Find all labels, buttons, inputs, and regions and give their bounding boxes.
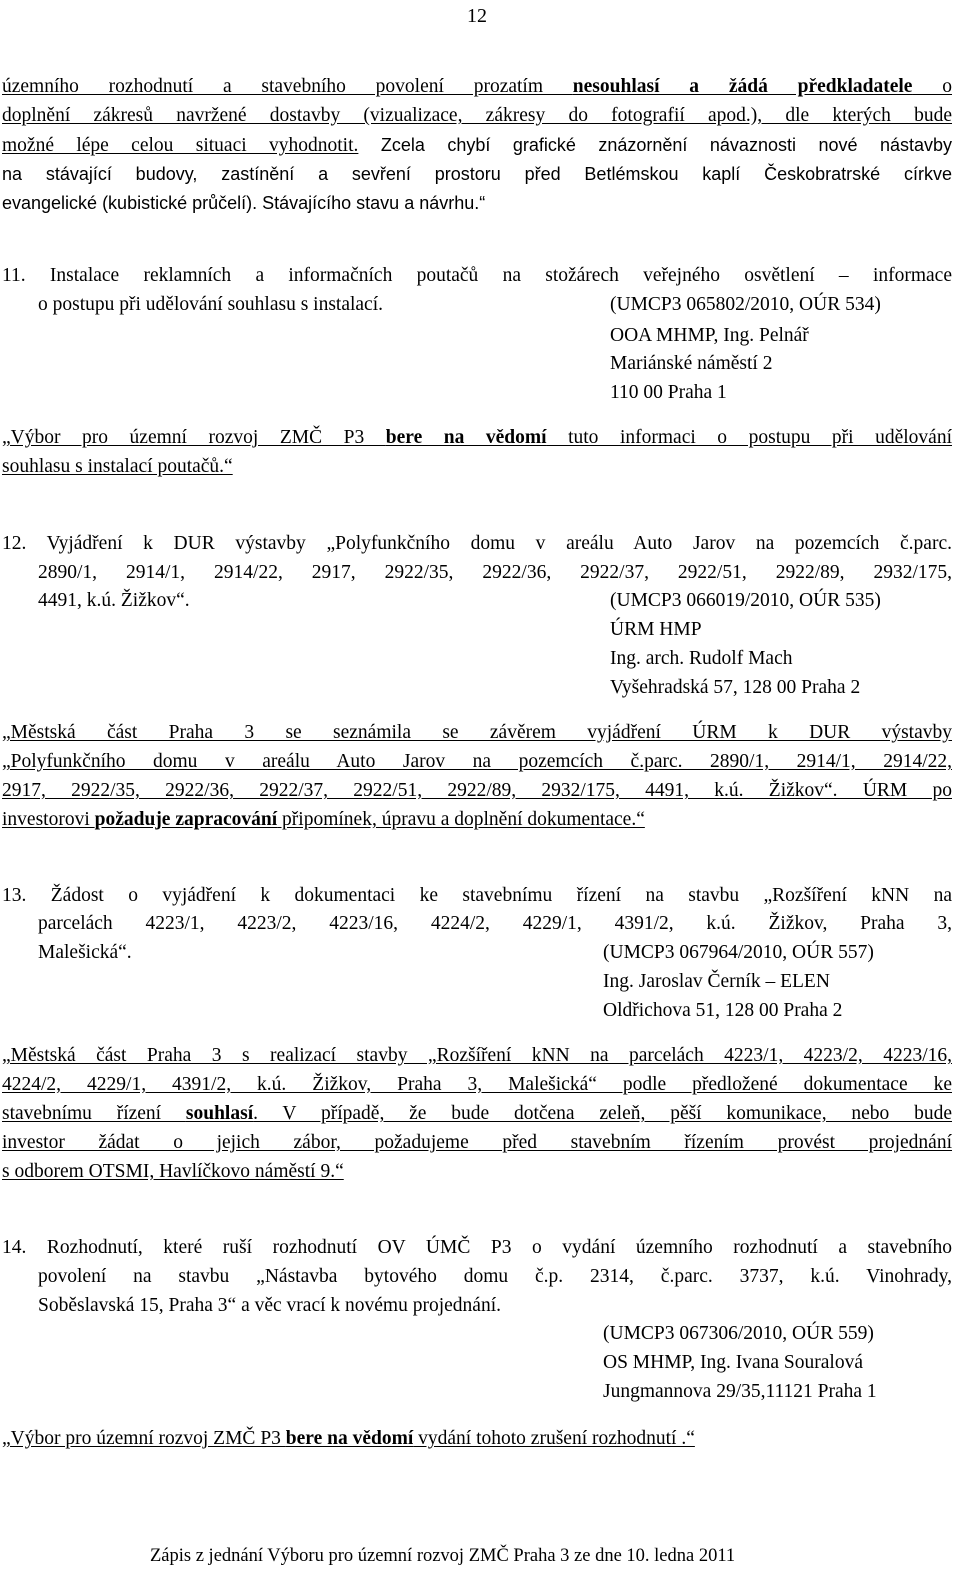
item-13-resolution-line-5: s odborem OTSMI, Havlíčkovo náměstí 9.“ [2,1161,344,1182]
item-14-address: Jungmannova 29/35,11121 Praha 1 [603,1381,877,1402]
item-13-heading-line-1: 13. Žádost o vyjádření k dokumentaci ke stavebnímu řízení na stavbu „Rozšíření kNN na [2,885,952,906]
item-14-addressee: OS MHMP, Ing. Ivana Souralová [603,1352,863,1373]
item-12-resolution-line-1: „Městská část Praha 3 se seznámila se závěrem vyjádření ÚRM k DUR výstavby [2,722,952,743]
intro-line-3: možné lépe celou situaci vyhodnotit. Zcela chybí grafické znázornění návaznosti nové nástavby [2,135,953,156]
item-14-resolution: „Výbor pro územní rozvoj ZMČ P3 bere na vědomí vydání tohoto zrušení rozhodnutí .“ [2,1428,695,1449]
item-12-heading-line-1: 12. Vyjádření k DUR výstavby „Polyfunkčního domu v areálu Auto Jarov na pozemcích č.parc. [2,533,952,554]
item-11-resolution-line-1: „Výbor pro územní rozvoj ZMČ P3 bere na vědomí tuto informaci o postupu při udělování [2,427,952,448]
item-14-heading-line-3: Soběslavská 15, Praha 3“ a věc vrací k novému projednání. [38,1295,501,1316]
item-13-resolution-line-2: 4224/2, 4229/1, 4391/2, k.ú. Žižkov, Praha 3, Malešická“ podle předložené dokumentace ke [2,1074,952,1095]
item-12-resolution-line-2: „Polyfunkčního domu v areálu Auto Jarov na pozemcích č.parc. 2890/1, 2914/1, 2914/22, [2,751,952,772]
item-13-heading-line-2: parcelách 4223/1, 4223/2, 4223/16, 4224/2, 4229/1, 4391/2, k.ú. Žižkov, Praha 3, [38,913,952,934]
intro-line-5: evangelické (kubistické průčelí). Stávajícího stavu a návrhu.“ [2,193,486,213]
page-number: 12 [467,5,487,27]
item-11-heading-line-1: 11. Instalace reklamních a informačních poutačů na stožárech veřejného osvětlení – informace [2,265,952,286]
item-13-address: Oldřichova 51, 128 00 Praha 2 [603,1000,843,1021]
item-13-addressee: Ing. Jaroslav Černík – ELEN [603,971,830,992]
item-14-reference: (UMCP3 067306/2010, OÚR 559) [603,1323,874,1344]
item-14-heading-line-1: 14. Rozhodnutí, které ruší rozhodnutí OV ÚMČ P3 o vydání územního rozhodnutí a stavebního [2,1237,952,1258]
item-11-reference: (UMCP3 065802/2010, OÚR 534) [610,294,881,315]
item-11-resolution-line-2: souhlasu s instalací poutačů.“ [2,456,233,477]
item-12-resolution-line-3: 2917, 2922/35, 2922/36, 2922/37, 2922/51, 2922/89, 2932/175, 4491, k.ú. Žižkov“. ÚRM po [2,780,952,801]
item-12-addressee-name: Ing. arch. Rudolf Mach [610,648,793,669]
item-12-reference: (UMCP3 066019/2010, OÚR 535) [610,590,881,611]
intro-line-2: doplnění zákresů navržené dostavby (vizualizace, zákresy do fotografií apod.), dle kterých bude [2,105,952,126]
item-12-address: Vyšehradská 57, 128 00 Praha 2 [610,677,861,698]
intro-line-1: územního rozhodnutí a stavebního povolení prozatím nesouhlasí a žádá předkladatele o [2,76,952,97]
item-13-resolution-line-3: stavebnímu řízení souhlasí. V případě, že bude dotčena zeleň, pěší komunikace, nebo bude [2,1103,952,1124]
item-12-resolution-line-4: investorovi požaduje zapracování připomínek, úpravu a doplnění dokumentace.“ [2,809,645,830]
page-footer: Zápis z jednání Výboru pro územní rozvoj ZMČ Praha 3 ze dne 10. ledna 2011 [150,1546,736,1566]
item-13-heading-line-3: Malešická“. [38,942,132,963]
item-12-heading-line-3: 4491, k.ú. Žižkov“. [38,590,190,611]
item-13-resolution-line-4: investor žádat o jejich zábor, požadujeme před stavebním řízením provést projednání [2,1132,952,1153]
item-11-addressee: OOA MHMP, Ing. Pelnář [610,325,809,346]
intro-line-4: na stávající budovy, zastínění a sevření prostoru před Betlémskou kaplí Českobratrské církve [2,164,952,184]
item-11-address-street: Mariánské náměstí 2 [610,353,773,374]
item-13-resolution-line-1: „Městská část Praha 3 s realizací stavby „Rozšíření kNN na parcelách 4223/1, 4223/2, 4223/16, [2,1045,952,1066]
item-11-heading-line-2: o postupu při udělování souhlasu s instalací. [38,294,384,315]
item-12-heading-line-2: 2890/1, 2914/1, 2914/22, 2917, 2922/35, 2922/36, 2922/37, 2922/51, 2922/89, 2932/175, [38,562,952,583]
item-14-heading-line-2: povolení na stavbu „Nástavba bytového domu č.p. 2314, č.parc. 3737, k.ú. Vinohrady, [38,1266,952,1287]
item-11-address-city: 110 00 Praha 1 [610,382,727,403]
item-13-reference: (UMCP3 067964/2010, OÚR 557) [603,942,874,963]
item-12-addressee: ÚRM HMP [610,619,702,640]
